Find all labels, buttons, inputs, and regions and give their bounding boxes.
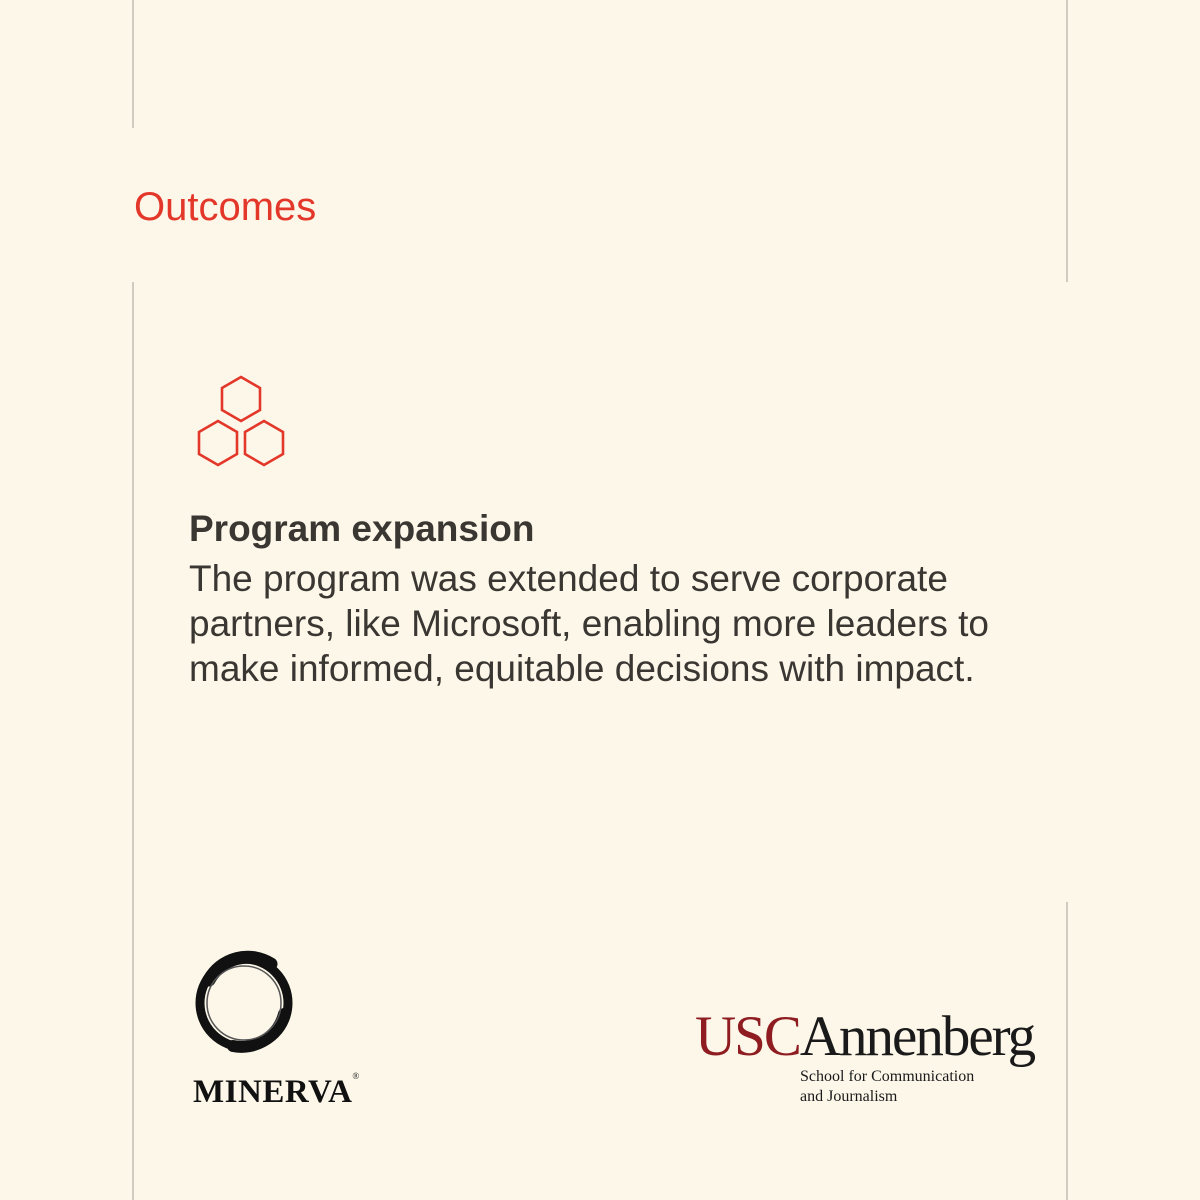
minerva-logo-wordmark	[193, 1072, 360, 1112]
annenberg-logo-text: Annenberg	[799, 1005, 1035, 1068]
usc-annenberg-subtitle	[800, 1067, 974, 1107]
section-title: Outcomes	[134, 185, 317, 229]
usc-logo-text: USC	[695, 1005, 800, 1068]
right-rule-bottom	[1066, 902, 1068, 1200]
hexagon-cluster-icon	[195, 375, 287, 469]
outcome-heading: Program expansion	[189, 508, 535, 549]
right-rule-top	[1066, 0, 1068, 282]
registered-mark: ®	[352, 1071, 360, 1081]
usc-subtitle-line-2: and Journalism	[800, 1088, 898, 1105]
minerva-name: MINERVA	[193, 1074, 353, 1110]
left-rule-bottom	[132, 282, 134, 1200]
left-rule-top	[132, 0, 134, 128]
usc-annenberg-logo	[695, 1007, 1034, 1067]
usc-subtitle-line-1: School for Communication	[800, 1068, 975, 1085]
outcome-description: The program was extended to serve corporate partners, like Microsoft, enabling more leaders to make informed, equitable decisions with impact.	[189, 558, 989, 689]
minerva-ring-logo-icon	[191, 950, 297, 1056]
